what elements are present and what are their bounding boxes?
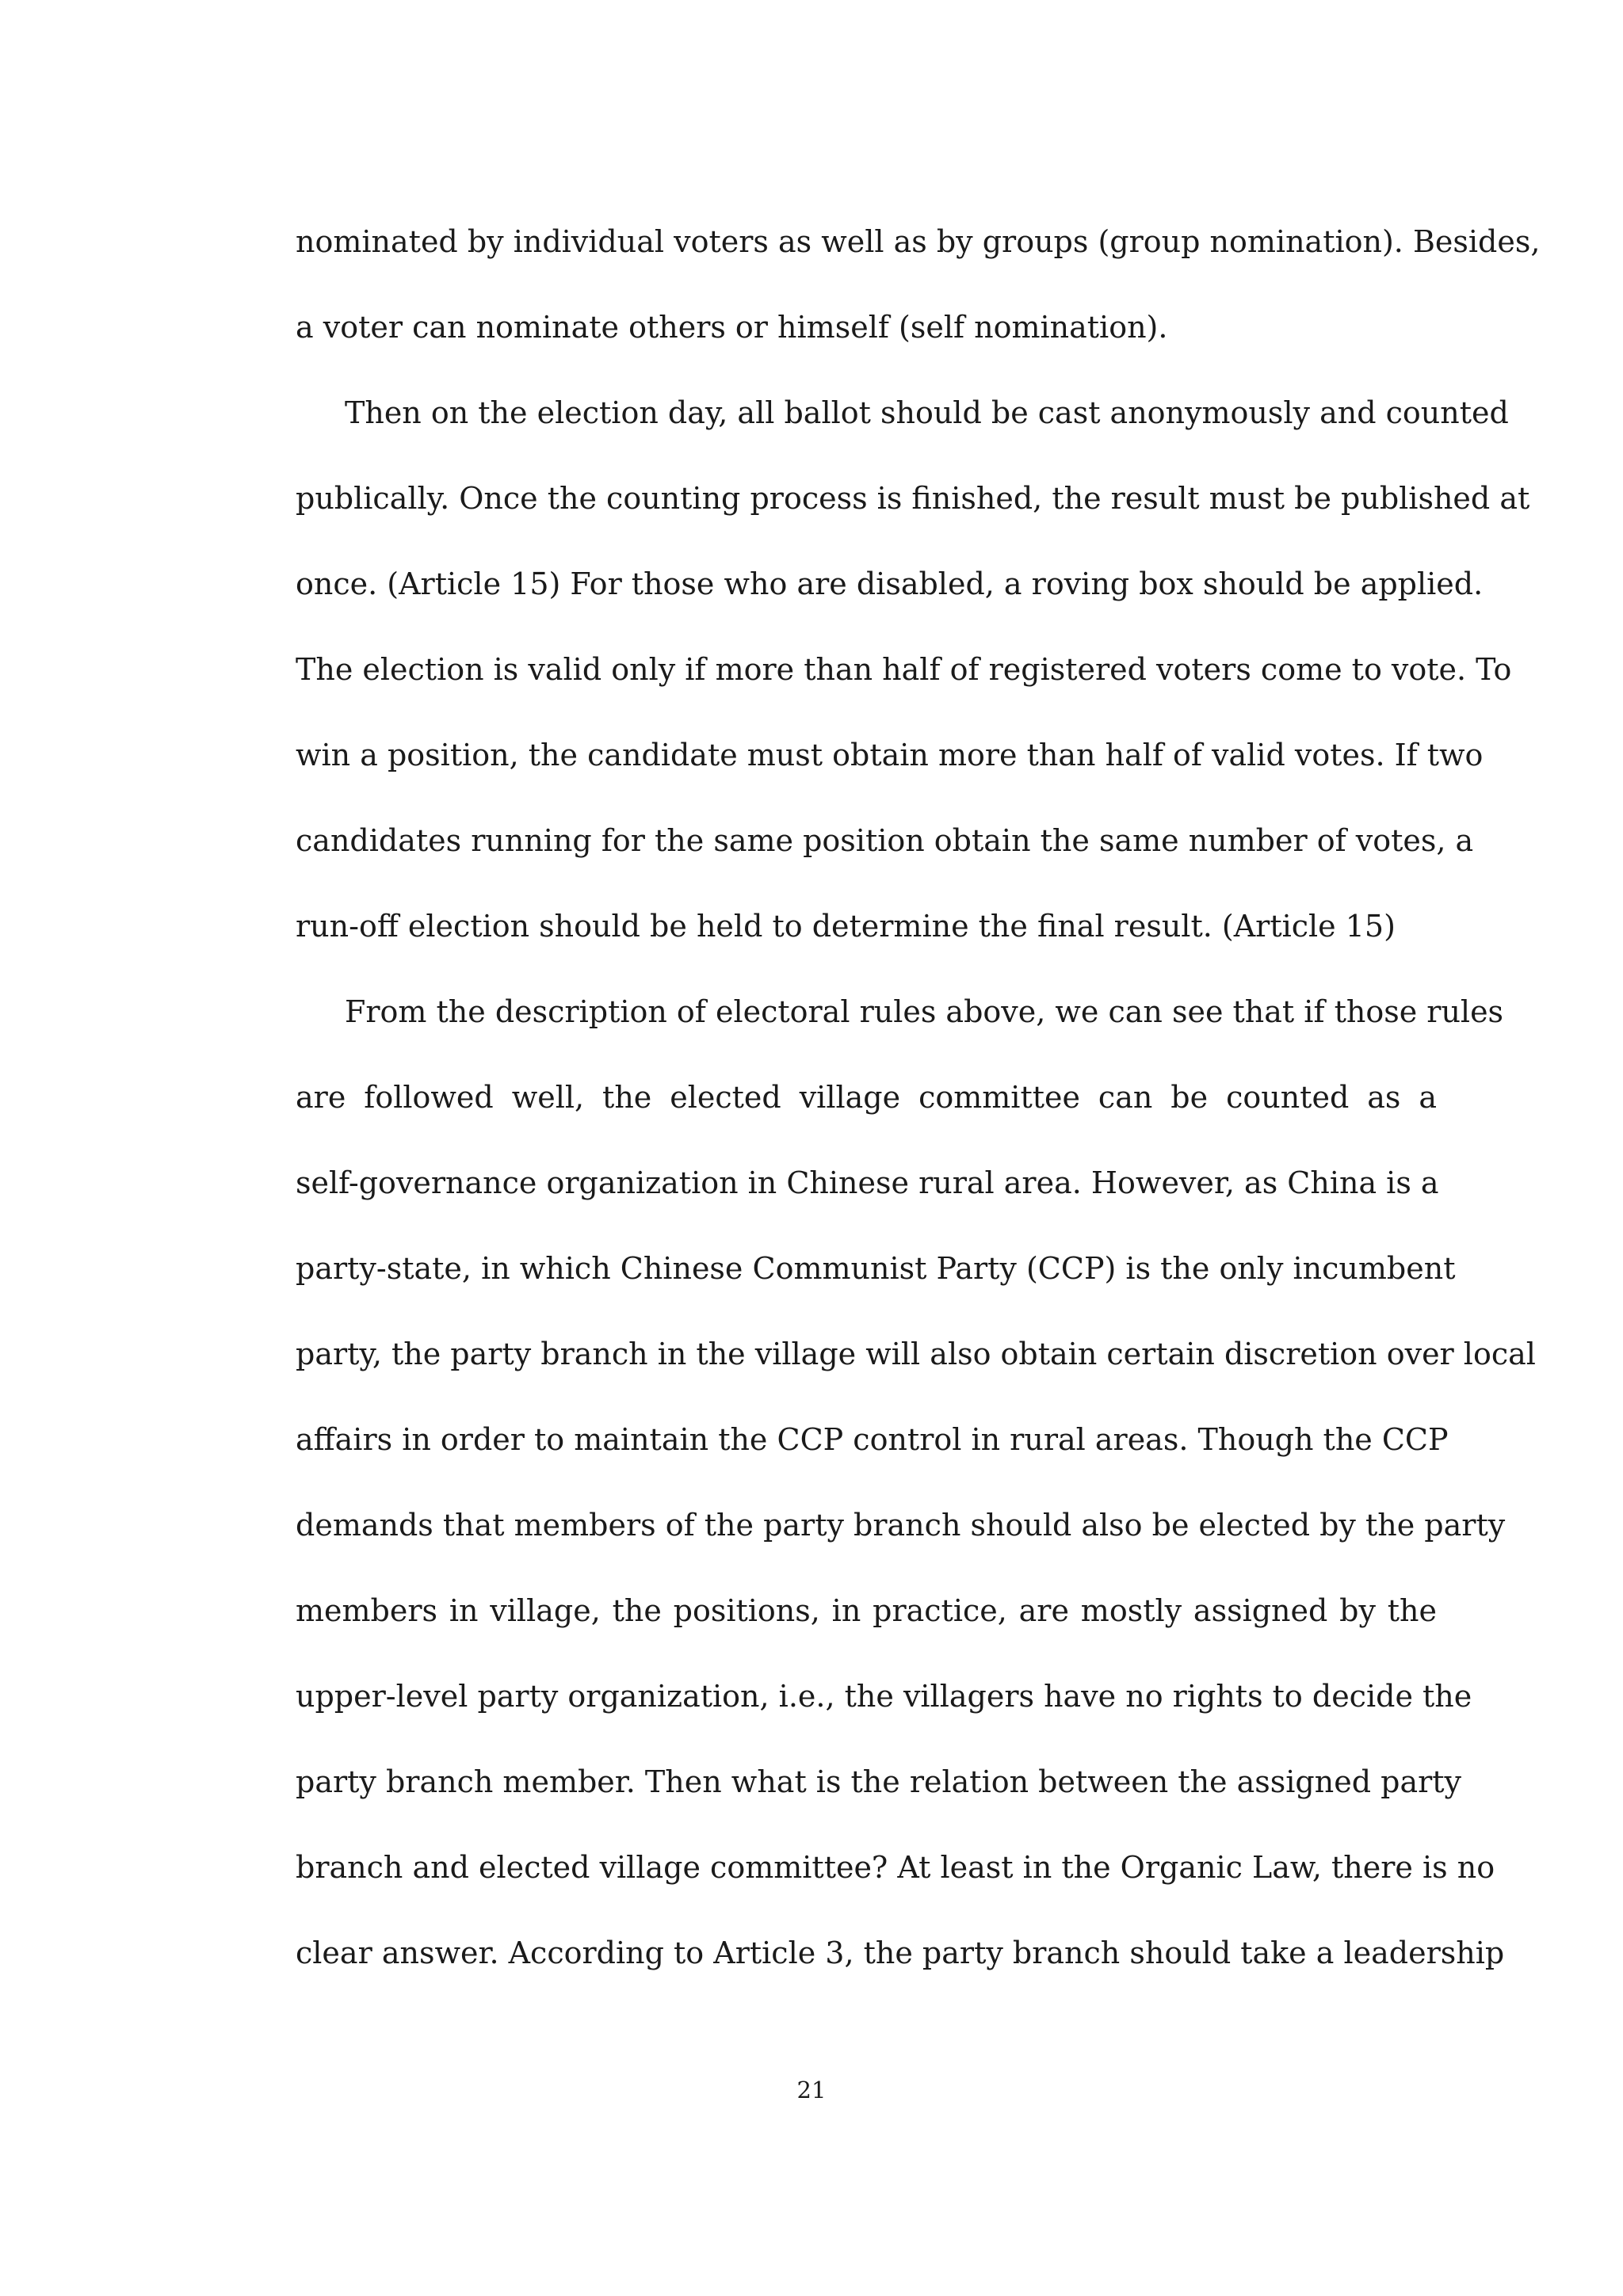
text-line: run-off election should be held to determine the final result. (Article 15)	[296, 909, 1396, 944]
page-number: 21	[796, 2077, 827, 2103]
text-line: party, the party branch in the village will also obtain certain discretion over local	[296, 1337, 1536, 1371]
text-line: candidates running for the same position obtain the same number of votes, a	[296, 823, 1474, 858]
text-line: a voter can nominate others or himself (self nomination).	[296, 310, 1168, 345]
text-line: branch and elected village committee? At least in the Organic Law, there is no	[296, 1850, 1495, 1885]
text-line: affairs in order to maintain the CCP control in rural areas. Though the CCP	[296, 1422, 1449, 1457]
text-line: are followed well, the elected village committee can be counted as a	[296, 1080, 1437, 1115]
text-line: From the description of electoral rules above, we can see that if those rules	[345, 994, 1504, 1029]
text-line: publically. Once the counting process is finished, the result must be published at	[296, 481, 1530, 516]
text-line: self-governance organization in Chinese rural area. However, as China is a	[296, 1165, 1439, 1200]
text-line: party-state, in which Chinese Communist Party (CCP) is the only incumbent	[296, 1251, 1456, 1286]
text-line: clear answer. According to Article 3, the party branch should take a leadership	[296, 1936, 1505, 1970]
text-line: The election is valid only if more than half of registered voters come to vote. To	[296, 652, 1512, 687]
text-line: upper-level party organization, i.e., the villagers have no rights to decide the	[296, 1679, 1472, 1714]
text-line: nominated by individual voters as well as by groups (group nomination). Besides,	[296, 224, 1541, 259]
text-line: Then on the election day, all ballot should be cast anonymously and counted	[345, 395, 1509, 430]
text-line: party branch member. Then what is the relation between the assigned party	[296, 1764, 1461, 1799]
text-line: members in village, the positions, in practice, are mostly assigned by the	[296, 1593, 1437, 1628]
text-line: demands that members of the party branch should also be elected by the party	[296, 1508, 1506, 1543]
text-line: once. (Article 15) For those who are disabled, a roving box should be applied.	[296, 566, 1484, 601]
text-line: win a position, the candidate must obtain more than half of valid votes. If two	[296, 738, 1484, 772]
